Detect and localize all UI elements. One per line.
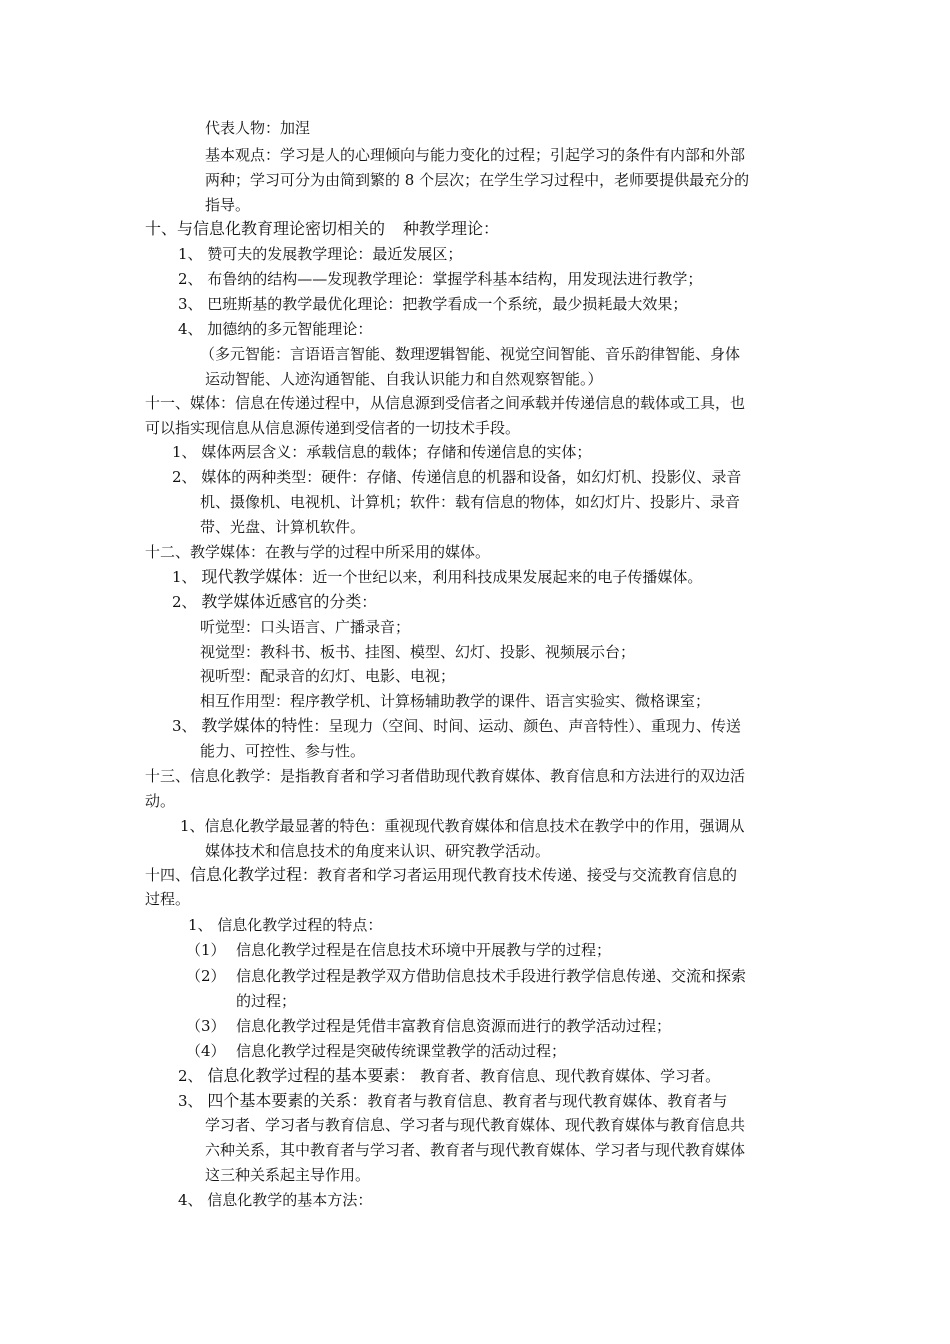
section-11-heading-1: 十一、媒体：信息在传递过程中，从信息源到受信者之间承载并传递信息的载体或工具，也 xyxy=(145,394,746,412)
s12-item-2 xyxy=(172,590,376,614)
s14-point-4-number: （4） xyxy=(186,1042,226,1060)
s14-item-3-number: 3、 xyxy=(178,1092,203,1110)
s14-heading-prefix: 十四、 xyxy=(145,866,191,884)
s13-item-1-line-2: 媒体技术和信息技术的角度来认识、研究教学活动。 xyxy=(205,842,551,860)
s10-item-2: 2、 布鲁纳的结构——发现教学理论：掌握学科基本结构，用发现法进行教学； xyxy=(178,270,703,288)
s14-item-3-cont-3: 这三种关系起主导作用。 xyxy=(205,1166,371,1184)
s13-item-1-line-1: 1、信息化教学最显著的特色：重视现代教育媒体和信息技术在教学中的作用，强调从 xyxy=(180,817,745,835)
s12-type-auditory: 听觉型：口头语言、广播录音； xyxy=(200,618,411,636)
s12-item-3-term: 教学媒体的特性 xyxy=(201,716,314,735)
s14-item-2-number: 2、 xyxy=(178,1067,203,1085)
section-14-heading-2: 过程。 xyxy=(145,890,191,908)
s10-item-4-note-2: 运动智能、人迹沟通智能、自我认识能力和自然观察智能。） xyxy=(205,370,603,388)
section-13-heading-1: 十三、信息化教学：是指教育者和学习者借助现代教育媒体、教育信息和方法进行的双边活 xyxy=(145,767,746,785)
s14-item-2-term: 信息化教学过程的基本要素： xyxy=(207,1066,416,1085)
basic-view-line-2: 两种；学习可分为由简到繁的 8 个层次；在学生学习过程中，老师要提供最充分的 xyxy=(205,171,750,189)
s11-item-2-line-3: 带、光盘、计算机软件。 xyxy=(200,518,366,536)
s11-item-1: 1、 媒体两层含义：承载信息的载体；存储和传递信息的实体； xyxy=(172,443,592,461)
s12-type-interactive: 相互作用型：程序教学机、计算杨辅助教学的课件、语言实验实、微格课室； xyxy=(200,692,711,710)
s14-point-3-number: （3） xyxy=(186,1017,226,1035)
s14-point-4: 信息化教学过程是突破传统课堂教学的活动过程； xyxy=(236,1042,567,1060)
s10-item-4: 4、 加德纳的多元智能理论： xyxy=(178,320,373,338)
section-10-heading-b: 种教学理论： xyxy=(403,219,500,238)
s14-point-1: 信息化教学过程是在信息技术环境中开展教与学的过程； xyxy=(236,941,612,959)
section-10-heading-a: 十、与信息化教育理论密切相关的 xyxy=(145,219,386,238)
s10-item-3: 3、 巴班斯基的教学最优化理论：把教学看成一个系统，最少损耗最大效果； xyxy=(178,295,688,313)
s14-item-3 xyxy=(178,1089,727,1113)
s14-point-1-number: （1） xyxy=(186,941,226,959)
s12-item-1-text: ：近一个世纪以来，利用科技成果发展起来的电子传播媒体。 xyxy=(297,568,703,586)
s14-item-4: 4、 信息化教学的基本方法： xyxy=(178,1191,373,1209)
section-11-heading-2: 可以指实现信息从信息源传递到受信者的一切技术手段。 xyxy=(145,419,521,437)
s14-point-2-number: （2） xyxy=(186,967,226,985)
s14-item-3-cont-2: 六种关系，其中教育者与学习者、教育者与现代教育媒体、学习者与现代教育媒体 xyxy=(205,1141,746,1159)
s12-item-1-term: 现代教学媒体 xyxy=(201,567,298,586)
s12-type-visual: 视觉型：教科书、板书、挂图、模型、幻灯、投影、视频展示台； xyxy=(200,643,636,661)
section-10-heading xyxy=(145,217,499,241)
s14-heading-term: 信息化教学过程 xyxy=(190,865,303,884)
s12-item-2-number: 2、 xyxy=(172,593,197,611)
s14-point-3: 信息化教学过程是凭借丰富教育信息资源而进行的教学活动过程； xyxy=(236,1017,672,1035)
s10-item-4-note-1: （多元智能：言语语言智能、数理逻辑智能、视觉空间智能、音乐韵律智能、身体 xyxy=(200,345,741,363)
s14-point-2-line-2: 的过程； xyxy=(236,992,297,1010)
s12-item-3-text: ：呈现力（空间、时间、运动、颜色、声音特性）、重现力、传送 xyxy=(313,717,741,735)
s14-item-3-cont-1: 学习者、学习者与教育信息、学习者与现代教育媒体、现代教育媒体与教育信息共 xyxy=(205,1116,746,1134)
section-12-heading: 十二、教学媒体：在教与学的过程中所采用的媒体。 xyxy=(145,543,491,561)
s12-type-audiovisual: 视听型：配录音的幻灯、电影、电视； xyxy=(200,667,456,685)
s12-item-3-cont: 能力、可控性、参与性。 xyxy=(200,742,366,760)
s12-item-3-number: 3、 xyxy=(172,717,197,735)
s12-item-3 xyxy=(172,714,741,738)
s14-item-2-text: 教育者、教育信息、现代教育媒体、学习者。 xyxy=(420,1067,721,1085)
s11-item-2-line-2: 机、摄像机、电视机、计算机；软件：载有信息的物体，如幻灯片、投影片、录音 xyxy=(200,493,741,511)
s14-point-2-line-1: 信息化教学过程是教学双方借助信息技术手段进行教学信息传递、交流和探索 xyxy=(236,967,747,985)
s12-item-2-term: 教学媒体近感官的分类 xyxy=(201,592,362,611)
s14-item-3-term: 四个基本要素的关系： xyxy=(207,1091,368,1110)
basic-view-line-1: 基本观点：学习是人的心理倾向与能力变化的过程；引起学习的条件有内部和外部 xyxy=(205,146,746,164)
basic-view-line-3: 指导。 xyxy=(205,196,251,214)
representative-line: 代表人物：加涅 xyxy=(205,119,311,137)
section-13-heading-2: 动。 xyxy=(145,792,176,810)
s12-item-2-text: ： xyxy=(361,593,377,611)
s12-item-1 xyxy=(172,565,702,589)
s10-item-1: 1、 赞可夫的发展教学理论：最近发展区； xyxy=(178,245,463,263)
s14-item-3-text: 教育者与教育信息、教育者与现代教育媒体、教育者与 xyxy=(367,1092,728,1110)
s14-heading-text: ：教育者和学习者运用现代教育技术传递、接受与交流教育信息的 xyxy=(302,866,738,884)
s11-item-2-line-1: 2、 媒体的两种类型：硬件：存储、传递信息的机器和设备，如幻灯机、投影仪、录音 xyxy=(172,468,742,486)
s14-item-1: 1、 信息化教学过程的特点： xyxy=(188,916,383,934)
section-14-heading-1 xyxy=(145,863,737,887)
s14-item-2 xyxy=(178,1064,720,1088)
s12-item-1-number: 1、 xyxy=(172,568,197,586)
